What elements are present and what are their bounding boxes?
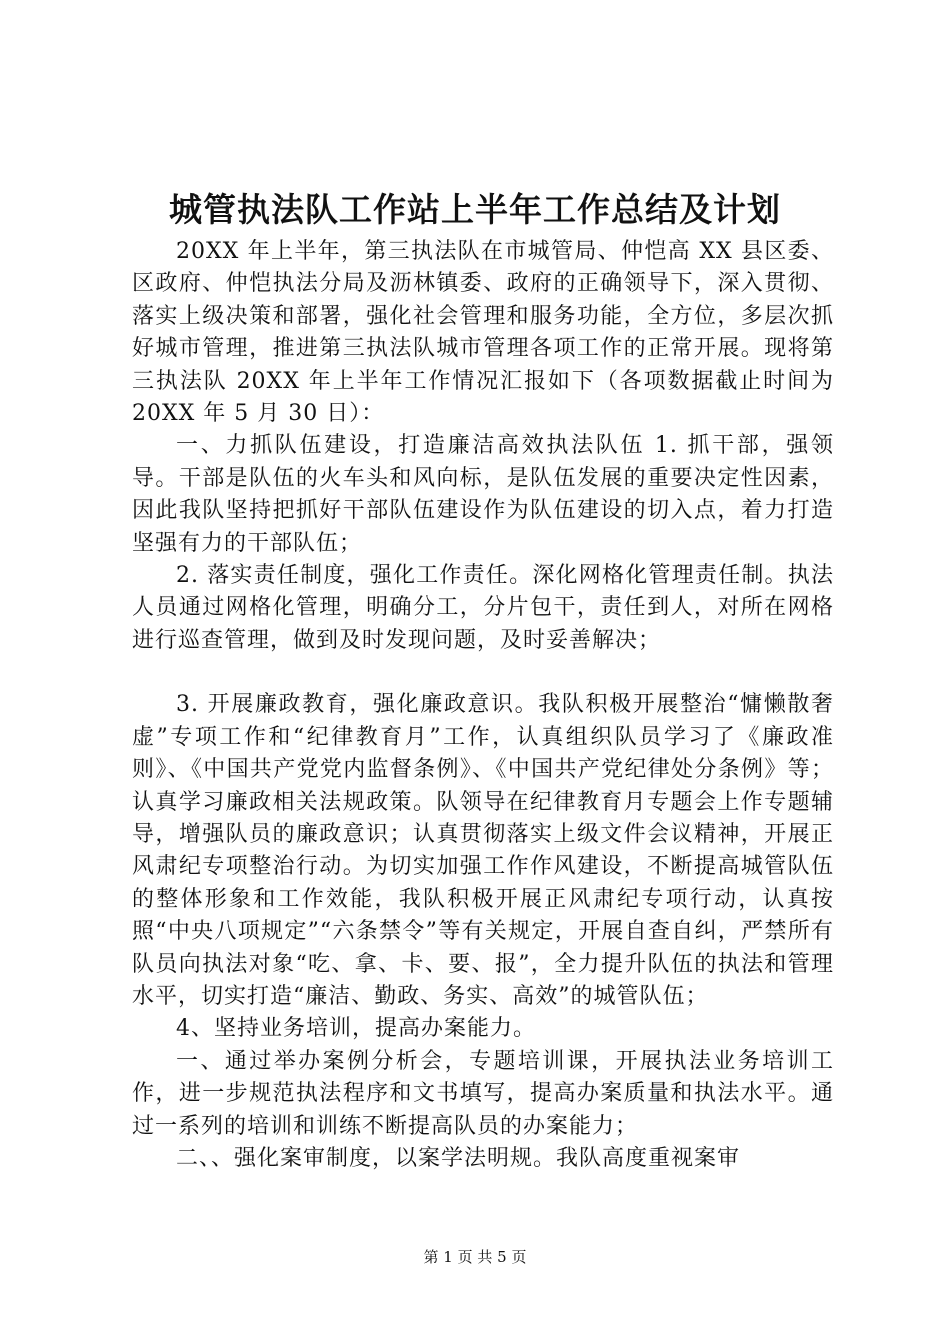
paragraph-case-review: 二、、强化案审制度，以案学法明规。我队高度重视案审 [176, 1145, 741, 1171]
paragraph-responsibility: 2. 落实责任制度，强化工作责任。深化网格化管理责任制。执法人员通过网格化管理，明确分工，分片包干，责任到人，对所在网格进行巡查管理，做到及时发现问题，及时妥善解决； [132, 563, 834, 653]
paragraph-team-building: 一、力抓队伍建设，打造廉洁高效执法队伍 1. 抓干部，强领导。干部是队伍的火车头和风向标，是队伍发展的重要决定性因素，因此我队坚持把抓好干部队伍建设作为队伍建设的切入点，着力打造坚强有力的干部队伍； [132, 433, 834, 556]
paragraph-training-detail: 一、通过举办案例分析会，专题培训课，开展执法业务培训工作，进一步规范执法程序和文书填写，提高办案质量和执法水平。通过一系列的培训和训练不断提高队员的办案能力； [132, 1048, 834, 1139]
paragraph-intro: 20XX 年上半年，第三执法队在市城管局、仲恺高 XX 县区委、区政府、仲恺执法分局及沥林镇委、政府的正确领导下，深入贯彻、落实上级决策和部署，强化社会管理和服务功能，全方位，多层次抓好城市管理，推进第三执法队城市管理各项工作的正常开展。现将第三执法队 20XX 年上半年工作情况汇报如下（各项数据截止时间为 20XX 年 5 月 30 日）： [132, 239, 834, 427]
paragraph-integrity-education: 3. 开展廉政教育，强化廉政意识。我队积极开展整治“慵懒散奢虚”专项工作和“纪律教育月”工作，认真组织队员学习了《廉政准则》、《中国共产党党内监督条例》、《中国共产党纪律处分条例》等；认真学习廉政相关法规政策。队领导在纪律教育月专题会上作专题辅导，增强队员的廉政意识；认真贯彻落实上级文件会议精神，开展正风肃纪专项整治行动。为切实加强工作作风建设，不断提高城管队伍的整体形象和工作效能，我队积极开展正风肃纪专项行动，认真按照“中央八项规定”“六条禁令”等有关规定，开展自查自纠，严禁所有队员向执法对象“吃、拿、卡、要、报”，全力提升队伍的执法和管理水平，切实打造“廉洁、勤政、务实、高效”的城管队伍； [132, 692, 834, 1009]
document-title: 城管执法队工作站上半年工作总结及计划 [169, 190, 781, 229]
page-number-footer: 第 1 页 共 5 页 [423, 1248, 527, 1266]
blank-line [132, 657, 834, 689]
paragraph-training-heading: 4、坚持业务培训，提高办案能力。 [176, 1016, 536, 1042]
document-body [132, 236, 834, 1175]
